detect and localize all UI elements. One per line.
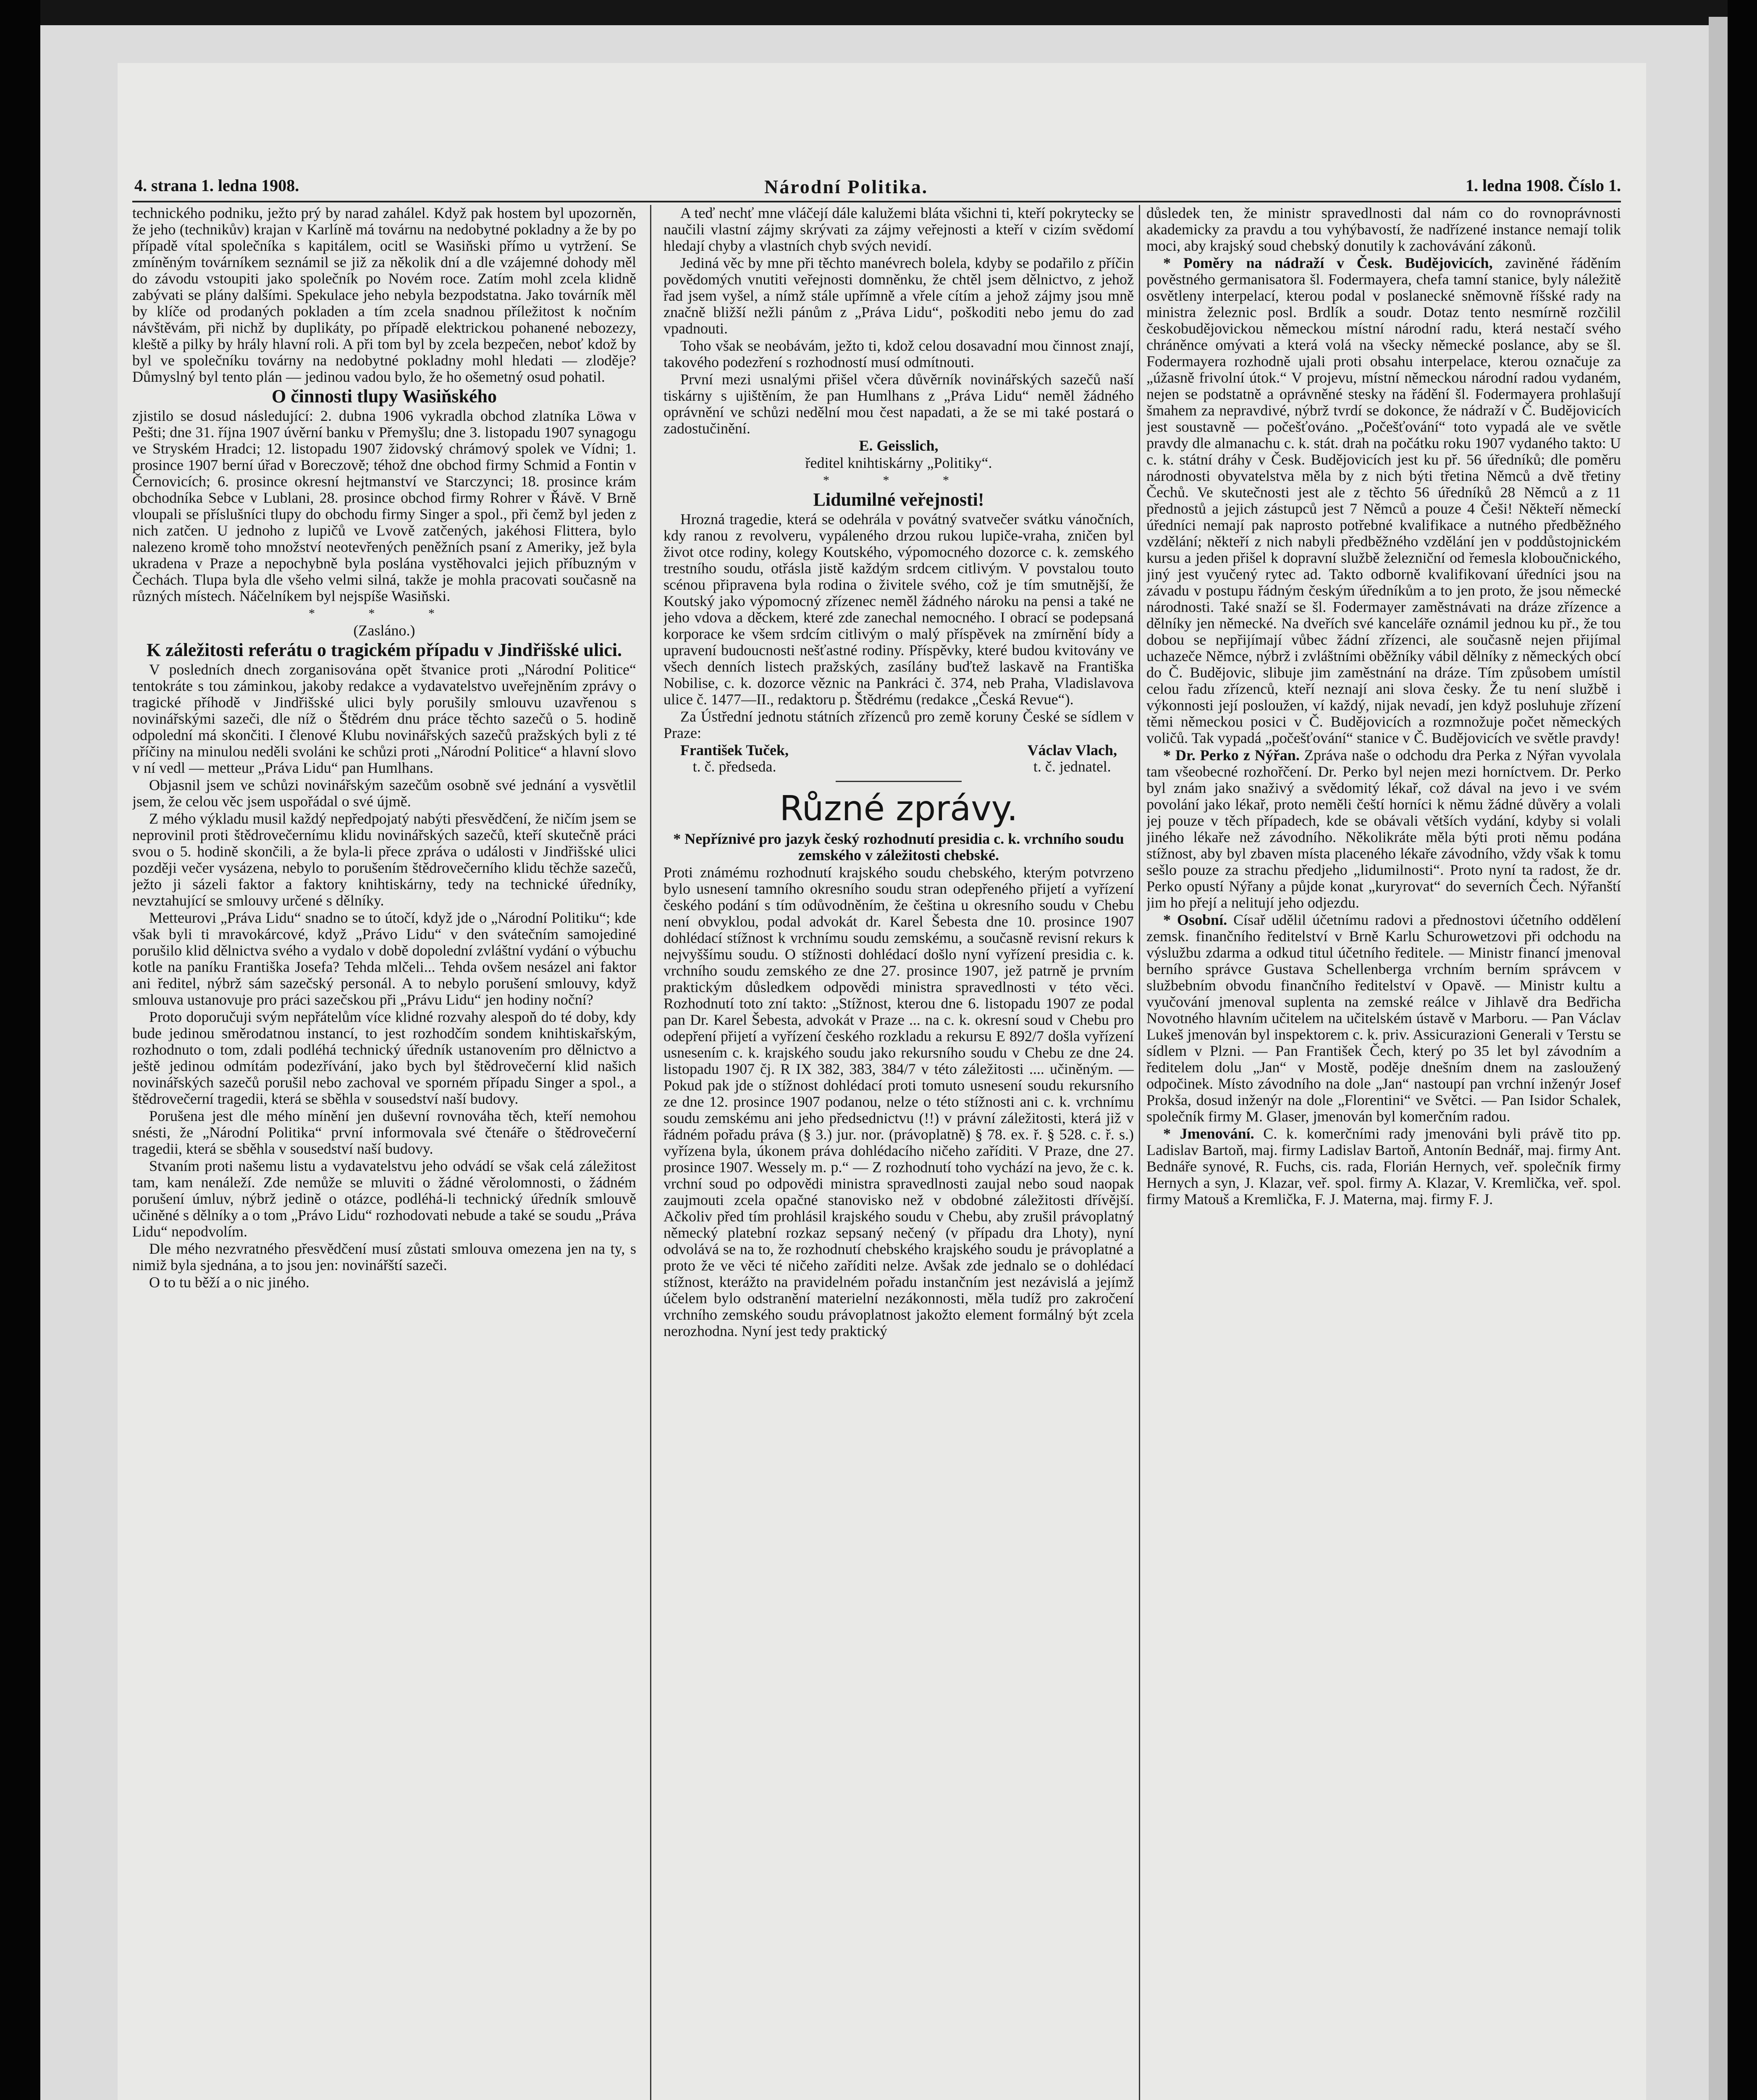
article-text: A teď nechť mne vláčejí dále kalužemi bláta všichni ti, kteří pokrytecky se naučili vlastní zájmy skrývati za zájmy veřejnosti a kteří v cizím svědomí hledají chyby a vlastních chyb svých nevidí.: [663, 205, 1134, 254]
news-item-heading: * Poměry na nádraží v Česk. Budějovicích,: [1163, 255, 1493, 271]
article-text: důsledek ten, že ministr spravedlnosti dal nám co do rovnoprávnosti akademicky za pravdu a tou vyhýbavostí, že nadřízené instance nemají tolik moci, aby krajský soud chebský donutily k zachovávání zákonů.: [1146, 205, 1621, 254]
signatory-name: František Tuček,: [680, 742, 789, 759]
article-text: První mezi usnalými přišel včera důvěrník novinářských sazečů naší tiskárny s ujištěním, že pan Humlhans z „Práva Lidu“ neměl žádného oprávnění ve schůzi nedělní mou čest napadati, a že se mi také postará o zadostučinění.: [663, 371, 1134, 437]
column-divider-2: [1139, 205, 1140, 2100]
signature-role: ředitel knihtiskárny „Politiky“.: [805, 454, 992, 471]
section-rule: [836, 781, 962, 782]
article-text: Za Ústřední jednotu státních zřízenců pro země koruny České se sídlem v Praze:: [663, 708, 1134, 741]
news-item-heading: * Osobní.: [1163, 911, 1227, 928]
header-masthead: Národní Politika.: [764, 176, 928, 197]
separator-stars: * * *: [309, 606, 460, 620]
appeal-heading: Lidumilné veřejnosti!: [813, 489, 984, 510]
signatory-role: t. č. jednatel.: [1033, 758, 1111, 775]
signatory-right: [1028, 742, 1117, 775]
news-section-title: Různé zprávy.: [779, 789, 1018, 829]
zaslano-label: (Zasláno.): [353, 622, 415, 639]
header-rule: [132, 201, 1621, 202]
article-text: Proto doporučuji svým nepřátelům více klidné rozvahy alespoň do té doby, kdy bude jedinou směrodatnou instancí, to jest rozhodčím sondem knihtiskařským, rozhodnuto o tom, zdali podléhá technický úředník ustanovením pro dělnictvo a ještě jedinou odmítám podezřívání, jako bych byl štědrovečerní klid našich novinářských sazečů porušil nebo zachoval ve sporném případu Singer a spol., a štědrovečerní tragedii, která se sběhla v sousedství naší budovy.: [132, 1008, 636, 1107]
signatory-name: Václav Vlach,: [1027, 742, 1117, 759]
signature-name: E. Geisslich,: [859, 437, 939, 454]
signatory-left: [680, 742, 789, 775]
header-date-issue: 1. ledna 1908. Číslo 1.: [1465, 176, 1621, 195]
article-text: Toho však se neobávám, ježto ti, kdož celou dosavadní mou činnost znají, takového podezření s rozhodností musí odmítnouti.: [663, 337, 1134, 370]
signatory-role: t. č. předseda.: [692, 758, 776, 775]
separator-stars: * * *: [823, 473, 974, 487]
header-page-date: 4. strana 1. ledna 1908.: [134, 176, 299, 195]
article-heading: K záležitosti referátu o tragickém případu v Jindřišské ulici.: [146, 640, 622, 660]
news-item-heading: * Dr. Perko z Nýřan.: [1163, 747, 1300, 764]
news-item-heading: * Nepříznivé pro jazyk český rozhodnutí presidia c. k. vrchního soudu zemského v záležitosti chebské.: [673, 830, 1124, 864]
scan-border-right: [1728, 0, 1757, 2100]
article-text: Z mého výkladu musil každý nepředpojatý nabýti přesvědčení, že ničím jsem se neprovinil proti štědrovečernímu klidu novinářských sazečů, kteří skutečně práci svou o 5. hodině skončili, a že byla-li přece zpráva o události v Jindřišské ulici později večer vysázena, nebylo to porušením štědrovečerního klidu těchže sazečů, ježto ji sázeli faktor a faktory knihtiskárny, tedy na technické úředníky, nevztahující se smlouvy určené s dělníky.: [132, 810, 636, 909]
article-text: zaviněné řáděním pověstného germanisatora šl. Fodermayera, chefa tamní stanice, byly náležitě osvětleny interpelací, kterou podal v poslanecké sněmovně říšské rady na ministra železnic posl. Brdlík a soudr. Dotaz tento nesmírně rozčilil českobudějovickou německou místní národní radu, která nestačí svého chráněnce omývati a která volá na všecky německé poslance, aby se šl. Fodermayera rozhodně ujali proti obsahu interpelace, kterou označuje za „úžasně frivolní útok.“ V projevu, místní německou národní radou vydaném, nejen se podstatně a oprávněné stesky na řádění šl. Fodermayera prohlašují šmahem za nepravdivé, nýbrž tvrdí se dokonce, že nádraží v Č. Budějovicích jest soustavně — počešťováno. „Počešťování“ toto vypadá ale ve světle pravdy dle almanachu c. k. stát. drah na počátku roku 1907 vydaného takto: U c. k. státní dráhy v Česk. Budějovicích jest ku př. 56 úředníků; dle poměru národnosti obyvatelstva měla by z nich býti třetina Němců a dvě třetiny Čechů. Ve skutečnosti jest ale z těchto 56 úředníků 28 Němců a z 11 přednostů a jejich zástupců jest 7 Němců a pouze 4 Češi! Někteří německí úředníci nemají pak naprosto potřebné kvalifikace a nutného předběžného vzdělání; někteří z nich nabyli předběžného vzdělání jen v poddůstojnickém kursu a jeden přišel k dopravní službě železniční od řemesla kloboučnického, jiný jest vyučený rytec ad. Takto odborně kvalifikovaní úředníci jsou na závadu v postupu řádným českým úředníkům a to jen proto, že jsou německé národnosti. Také snaží se šl. Fodermayer zaměstnávati na dráze zřízence a dělníky jen německé. Na dveřích své kanceláře oznámil jednou ku př., že tou dobou se nepřijímají vůbec žádní zřízenci, ale současně nejen přijímal uchazeče Němce, nýbrž i zvláštními oběžníky vábil dělníky z německých obcí do Č. Budějovic, slibuje jim zaměstnání na dráze. Tím způsobem umístil celou řadu zřízenců, kteří neznají ani slova česky. Že tu není službě i výkonnosti její posloužen, ví každý, nijak nevadí, jen když posluhuje zřízení těmi německou posici v Č. Budějovicích a rozmnožuje počet německých voličů. Tak vypadá „počešťování“ stanice v Č. Budějovicích ve světle pravdy!: [1146, 255, 1621, 746]
signatories: [663, 742, 1134, 775]
news-item-heading: * Jmenování.: [1163, 1125, 1254, 1142]
article-text: Stvaním proti našemu listu a vydavatelstvu jeho odvádí se však celá záležitost tam, kam nenáleží. Zde nemůže se mluviti o žádné věrolomnosti, o žádném porušení úmluv, nýbrž jedině o otázce, podléhá-li technický úředník smlouvě učiněné s dělníky a o tom „Právo Lidu“ rozhodovati nebude a také se soudu „Práva Lidu“ nepodvolím.: [132, 1158, 636, 1240]
article-text: O to tu běží a o nic jiného.: [149, 1274, 309, 1291]
article-text: Proti známému rozhodnutí krajského soudu chebského, kterým potvrzeno bylo usnesení tamního okresního soudu stran odepřeného přijetí a vyřízení českého podání s tím odůvodněním, že čeština u okresního soudu v Chebu není obvyklou, podal advokát dr. Karel Šebesta dne 10. prosince 1907 dohlédací stížnost k vrchnímu soudu zemskému, a současně revisní rekurs k nejvyššímu soudu. O stížnosti dohlédací došlo nyní vyřízení presidia c. k. vrchního soudu zemského ze dne 27. prosince 1907, jež patrně je prvním praktickým důsledkem odpovědi ministra spravedlnosti v této věci. Rozhodnutí toto zní takto: „Stížnost, kterou dne 6. listopadu 1907 ze podal pan Dr. Karel Šebesta, advokát v Praze ... na c. k. okresní soud v Chebu pro odepření přijetí a vyřízení českého rozkladu a rekursu E 892/7 došla vyřízení usnesením c. k. krajského soudu jako rekursního soudu v Chebu ze dne 24. listopadu 1907 čj. R IX 382, 383, 384/7 v této záležitosti .... učiněným. — Pokud pak jde o stížnost dohlédací proti tomuto usnesení soudu rekursního ze dne 12. prosince 1907 podanou, nelze o této stížnosti ani c. k. vrchnímu soudu zemskému ani jeho předsednictvu (!!) v právní záležitosti, která již v řádném pořadu práva (§ 3.) jur. nor. (právoplatně) § 78. ex. ř. § 528. c. ř. s.) vyřízena byla, úkonem práva dohlédacího ničeho zaříditi. V Praze, dne 27. prosince 1907. Wessely m. p.“ — Z rozhodnutí toho vychází na jevo, že c. k. vrchní soud po odpovědi ministra spravedlnosti zaujal nebo soud naopak zaujmouti zcela opačné stanovisko než v obdobné záležitosti dřívější. Ačkoliv před tím prohlásil krajského soudu v Chebu, aby zrušil právoplatný německý platební rozkaz sepsaný nečený (v případu dra Lhoty), nyní odvolává se na to, že rozhodnutí chebského krajského soudu je právoplatné a proto že ve věci té ničeho zaříditi nelze. Avšak zde jednalo se o dohlédací stížnost, kterážto na pravidelném pořadu instančním jest nezávislá a jejímž účelem bylo odstranění materielní nezákonnosti, měla tudíž pro zakročení vrchního zemského soudu právoplatnost jakožto element formálný být zcela nerozhodna. Nyní jest tedy praktický: [663, 864, 1134, 1339]
article-text: Metteurovi „Práva Lidu“ snadno se to útočí, když jde o „Národní Politiku“; kde však byli ti mravokárcové, když „Právo Lidu“ v den svátečním samojediné porušilo klid dělnictva svého a vydalo v době dopolední zvláštní vydání o výbuchu kotle na paníku Františka Josefa? Tehda mlčeli... Tehda ovšem nesázel ani faktor ani ředitel, nýbrž sám sazečský personál. A to nebylo porušení smlouvy, když smlouva ustanovuje pro práci sazečskou při „Právu Lidu“ jen hodiny noční?: [132, 909, 636, 1008]
article-text: Objasnil jsem ve schůzi novinářským sazečům osobně své jednání a vysvětlil jsem, že celou věc jsem uspořádal o své újmě.: [132, 777, 636, 810]
article-text: C. k. komerčními rady jmenováni byli právě tito pp. Ladislav Bartoň, maj. firmy Ladislav Bartoň, Antonín Bednář, maj. firmy Ant. Bednáře synové, R. Fuchs, cis. rada, Florián Hernych, veř. společník firmy Hernych a syn, J. Klazar, veř. spol. firmy A. Klazar, V. Kremlička, veř. spol. firmy Matouš a Kremlička, F. J. Materna, maj. firmy F. J.: [1146, 1125, 1621, 1208]
column-2: [663, 205, 1134, 2100]
article-text: Porušena jest dle mého mínění jen duševní rovnováha těch, kteří nemohou snésti, že „Národní Politika“ první informovala své čtenáře o štědrovečerní tragedii, která se sběhla v sousedství naší budovy.: [132, 1108, 636, 1157]
article-text: V posledních dnech zorganisována opět štvanice proti „Národní Politice“ tentokráte s tou záminkou, jakoby redakce a vydavatelstvo uveřejněním zprávy o tragické příhodě v Jindřišské ulici byly porušily smlouvu uzavřenou s novinářskými sazeči, dle níž o Štědrém dnu práce těchto sazečů o 5. hodině odpolední má skončiti. I členové Klubu novinářských sazečů pražských byli z té příčiny na minulou neděli svoláni ke schůzi proti „Národní Politice“ a hlavní slovo v ní vedl — metteur „Práva Lidu“ pan Humlhans.: [132, 661, 636, 776]
article-text: Císař udělil účetnímu radovi a přednostovi účetního oddělení zemsk. finančního ředitelství v Brně Karlu Schurowetzovi při odchodu na výslužbu zdarma a odkud titul účetního ředitele. — Ministr financí jmenoval berního správce Gustava Schellenberga vrchním berním správcem v službebním obvodu finančního ředitelství v Opavě. — Ministr kultu a vyučování jmenoval suplenta na zemské reálce v Jihlavě dra Bedřicha Novotného hlavním učitelem na učitelském ústavě v Marboru. — Pan Václav Lukeš jmenován byl inspektorem c. k. priv. Assicurazioni Generali v Terstu se sídlem v Plzni. — Pan František Čech, který po 35 let byl závodním a ředitelem dolu „Jan“ v Mostě, poděje dnešním dnem na zasloužený odpočinek. Místo závodního na dole „Jan“ nastoupí pan vrchní inženýr Josef Prokša, dosud inženýr na dole „Florentini“ ve Světci. — Pan Isidor Schalek, společník firmy M. Glaser, jmenován byl komerčním radou.: [1146, 911, 1621, 1125]
scan-edge-strip: [1709, 17, 1728, 2100]
article-text: Zpráva naše o odchodu dra Perka z Nýřan vyvolala tam všeobecné rozhořčení. Dr. Perko byl nejen mezi horníctvem. Dr. Perko byl znám jako snaživý a svědomitý lékař, což dával na jevo i ve svém povolání jako lékař, proto neměli čeští horníci k němu žádné důvěry a volali jej pouze v těch případech, kde se obávali větších vydání, kdyby si volali jiného lékaře než závodního. Několikráte měla býti proti němu podána stížnost, aby byl zbaven místa placeného lékaře závodního, vždy však k tomu sešlo pouze za strachu předjeho „lidumilnosti“. Proto nyní ta radost, že dr. Perko opustí Nýřany a půjde konat „kuryrovat“ do severních Čech. Nýřanští jim ho přejí a nelitují jeho odjezdu.: [1146, 747, 1621, 911]
column-1: [132, 205, 636, 2100]
scan-border-left: [0, 0, 40, 2100]
article-text: technického podniku, ježto prý by narad zahálel. Když pak hostem byl upozorněn, že jeho (technikův) krajan v Karlíně má továrnu na nedobytné pokladny a že by po případě vítal společníka s kapitálem, ocitl se Wasiňski přímo u vytržení. Se zmíněným továrníkem seznámil se již za několik dní a dle vzájemné dohody měl do závodu vstoupiti jako společník po Novém roce. Zatím mohl zcela klidně zabývati se plány dalšími. Spekulace jeho nebyla bezpodstatna. Jako továrník měl by klíče od prodaných pokladen a tím zcela snadnou příležitost k nočním návštěvám, při nichž by duplikáty, po případě elektrickou pohanené nebozezy, kleště a pilky by hrály hlavní roli. A při tom byl by zcela bezpečen, neboť kdož by byl ve společníku továrny na nedobytné pokladny mohl hledati — zloděje? Důmyslný byl tento plán — jedinou vadou bylo, že ho ošemetný osud pohatil.: [132, 205, 636, 385]
page-header: [134, 176, 1621, 201]
article-text: Dle mého nezvratného přesvědčení musí zůstati smlouva omezena jen na ty, s nimiž byla sjednána, a to jsou jen: novinářští sazeči.: [132, 1240, 636, 1273]
column-divider-1: [650, 205, 651, 2100]
scan-border-top: [0, 0, 1757, 25]
article-text: Hrozná tragedie, která se odehrála v povátný svatvečer svátku vánočních, kdy ranou z revolveru, vypáleného drzou rukou lupiče-vraha, zničen byl život otce rodiny, kolegy Koutského, výpomocného dozorce c. k. zemského trestního soudu, otřásla jistě každým srdcem citlivým. V povstalou touto scénou připravena byla rodina o živitele svého, což je tím smutnější, že Koutský jako výpomocný zřízenec neměl žádného nároku na pensi a také ne jeho vdova a děckem, které zde zanechal nemocného. I obrací se podepsaná korporace ke všem srdcím citlivým o malý příspěvek na zmírnění bídy a upravení budoucnosti nešťastné rodiny. Příspěvky, které budou kvitovány ve všech denních listech pražských, zasílány buďtež laskavě na Františka Nobilise, c. k. dozorce věznic na Pankráci č. 374, neb Praha, Vladislavova ulice č. 1477—II., redaktoru p. Štědrému (redakce „Česká Revue“).: [663, 511, 1134, 708]
section-heading: O činnosti tlupy Wasiňského: [272, 386, 497, 407]
article-text: zjistilo se dosud následující: 2. dubna 1906 vykradla obchod zlatníka Löwa v Pešti; dne 31. října 1907 úvěrní banku v Přemyšlu; dne 3. listopadu 1907 synagogu ve Stryském Hradci; 12. listopadu 1907 židovský chrámový spolek ve Vídni; 1. prosince 1907 berní úřad v Boreczově; téhož dne obchod firmy Schmid a Fontin v Černovicích; 6. prosince okresní hejtmanství ve Starczynci; 18. prosince krám obchodníka Sebce v Lublani, 28. prosince obchod firmy Rohrer v Řávě. V Brně vloupali se příslušníci tlupy do obchodu firmy Singer a spol., při čemž byl jeden z nich zatčen. U jednoho z lupičů ve Lvově zatčených, jakéhosi Flittera, bylo nalezeno kromě toho množství neotevřených peněžních psaní z Ameriky, jež byla ukradena v Praze a nepochybně byla poslána vystěhovalci jejich příbuzným v Čechách. Tlupa byla dle všeho velmi silná, takže je mohla pracovati současně na různých místech. Náčelníkem byl nejspíše Wasiňski.: [132, 407, 636, 604]
column-3: [1146, 205, 1621, 2100]
article-text: Jediná věc by mne při těchto manévrech bolela, kdyby se podařilo z příčin povědomých vnutiti veřejnosti domněnku, že chtěl jsem dělnictvo, z jehož řad jsem vyšel, a nímž stále upřímně a vřele cítím a jehož zájmy jsou mně značně bližší nežli pánům z „Práva Lidu“, poškoditi nebo jemu do zad vpadnouti.: [663, 255, 1134, 337]
